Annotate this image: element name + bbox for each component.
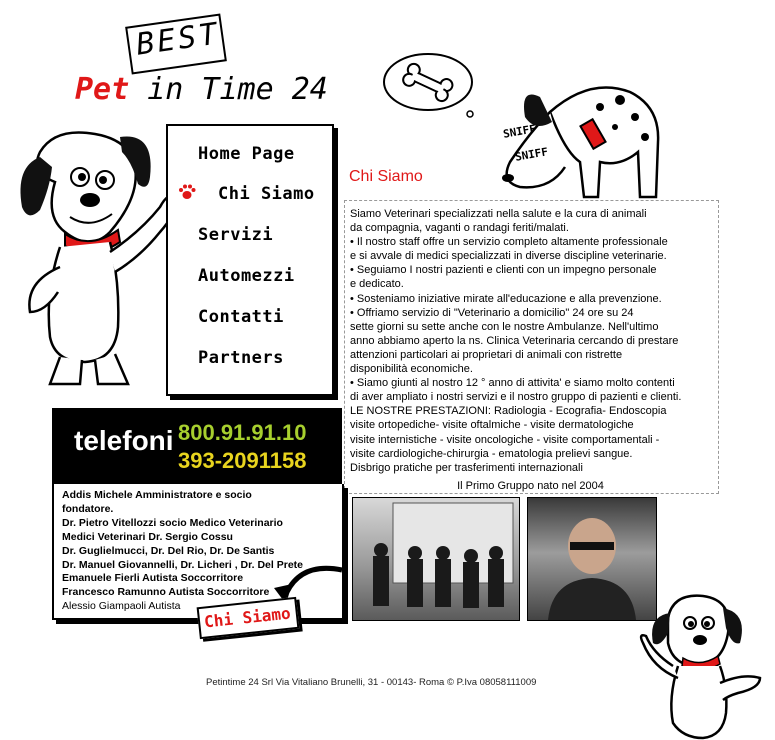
chi-siamo-tag-label: Chi Siamo: [203, 603, 292, 632]
nav-servizi[interactable]: Servizi: [198, 225, 274, 245]
about-line: • Sosteniamo iniziative mirate all'educazione e alla prevenzione.: [350, 292, 662, 305]
about-line: di aver ampliato i nostri servizi e il nostro gruppo di pazienti e clienti.: [350, 391, 682, 404]
staff-line: Emanuele Fierli Autista Soccorritore: [62, 572, 244, 585]
staff-line: fondatore.: [62, 502, 114, 515]
about-line: anno abbiamo aperto la ns. Clinica Veterinaria cercando di prestare: [350, 334, 679, 347]
logo-pet: Pet: [75, 72, 130, 107]
nav-chi-siamo[interactable]: Chi Siamo: [218, 184, 315, 204]
foundation-caption: Il Primo Gruppo nato nel 2004: [457, 480, 604, 492]
photo-placeholder-icon: [353, 498, 519, 620]
main-navigation: [166, 124, 334, 396]
phone-label: telefoni: [74, 425, 174, 456]
thumbs-dog-illustration: [628, 588, 768, 740]
site-logo[interactable]: [75, 72, 328, 107]
about-line: • Il nostro staff offre un servizio completo altamente professionale: [350, 236, 668, 249]
staff-line: Alessio Giampaoli Autista: [62, 600, 181, 613]
staff-line: Medici Veterinari Dr. Sergio Cossu: [62, 530, 233, 543]
about-line: • Seguiamo I nostri pazienti e clienti con un impegno personale: [350, 264, 657, 277]
page-title: Chi Siamo: [349, 168, 423, 185]
nav-partners[interactable]: Partners: [198, 348, 284, 368]
phone-number-mobile[interactable]: 393-2091158: [178, 448, 307, 473]
team-ambulance-photo: [352, 497, 520, 621]
about-line: visite cardiologiche-chirurgia - ematologia prelievi sangue.: [350, 447, 633, 460]
about-line: visite ortopediche- visite oftalmiche - visite dermatologiche: [350, 419, 634, 432]
logo-best-text: BEST: [133, 16, 223, 63]
sniff-text: SNIFF: [502, 122, 538, 141]
about-line: LE NOSTRE PRESTAZIONI: Radiologia - Ecografia- Endoscopia: [350, 405, 667, 418]
staff-line: Francesco Ramunno Autista Soccorritore: [62, 586, 270, 599]
staff-line: Dr. Pietro Vitellozzi socio Medico Veterinario: [62, 516, 283, 529]
nav-automezzi[interactable]: Automezzi: [198, 266, 295, 286]
about-line: • Siamo giunti al nostro 12 ° anno di attivita' e siamo molto contenti: [350, 377, 675, 390]
about-line: attenzioni particolari ai proprietari di animali con ristrette: [350, 348, 623, 361]
about-line: Disbrigo pratiche per trasferimenti internazionali: [350, 461, 583, 474]
nav-contatti[interactable]: Contatti: [198, 307, 284, 327]
logo-in-time: in Time 24: [129, 72, 328, 107]
staff-line: Addis Michele Amministratore e socio: [62, 489, 252, 501]
pointing-dog-illustration: [10, 122, 180, 392]
staff-line: Dr. Manuel Giovannelli, Dr. Licheri , Dr. Del Prete: [62, 558, 303, 571]
staff-line: Dr. Guglielmucci, Dr. Del Rio, Dr. De Santis: [62, 544, 275, 557]
phone-number-toll-free[interactable]: 800.91.91.10: [178, 420, 307, 445]
about-line: disponibilità economiche.: [350, 363, 473, 376]
nav-home-page[interactable]: Home Page: [198, 144, 295, 164]
about-line: • Offriamo servizio di "Veterinario a domicilio" 24 ore su 24: [350, 306, 634, 319]
footer-text: Petintime 24 Srl Via Vitaliano Brunelli, 31 - 00143- Roma © P.Iva 08058111009: [206, 677, 537, 688]
about-line: e si avvale di medici specializzati in diverse discipline veterinarie.: [350, 250, 667, 263]
about-line: visite internistiche - visite oncologiche - visite comportamentali -: [350, 433, 660, 446]
about-line: da compagnia, vaganti o randagi feriti/malati.: [350, 222, 569, 235]
about-line: sette giorni su sette anche con le nostre Ambulanze. Nell'ultimo: [350, 320, 659, 333]
paw-icon: [178, 183, 196, 201]
about-line: e dedicato.: [350, 278, 404, 291]
about-line: Siamo Veterinari specializzati nella salute e la cura di animali: [350, 208, 647, 220]
bone-bubble-icon: [378, 48, 478, 120]
about-text: [350, 207, 720, 475]
sniff-text: SNIFF: [514, 145, 550, 164]
